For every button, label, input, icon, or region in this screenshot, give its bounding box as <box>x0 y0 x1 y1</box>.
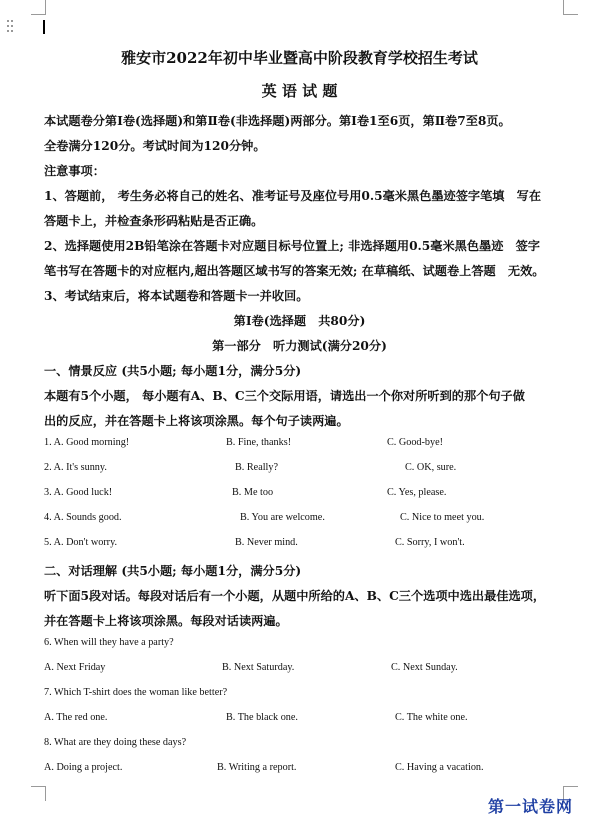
question-stem: 7. Which T-shirt does the woman like better? <box>44 687 228 698</box>
option-a: A. The red one. <box>44 712 108 723</box>
question-stem: 8. What are they doing these days? <box>44 737 187 748</box>
crop-mark-top-left <box>31 0 46 15</box>
option-c: C. The white one. <box>395 712 468 723</box>
option-b: B. Really? <box>235 462 279 473</box>
exam-subtitle: 英 语 试 题 <box>261 82 338 100</box>
note-2-line-2: 笔书写在答题卡的对应框内,超出答题区域书写的答案无效; 在草稿纸、试题卷上答题 无效。 <box>44 264 545 278</box>
note-2-line-1: 2、选择题使用2B铅笔涂在答题卡对应题目标号位置上; 非选择题用0.5毫米黑色墨迹 签字 <box>44 239 540 253</box>
intro-line-1: 本试题卷分第Ⅰ卷(选择题)和第Ⅱ卷(非选择题)两部分。第Ⅰ卷1至6页，第Ⅱ卷7至8页。 <box>44 114 511 128</box>
option-a: 3. A. Good luck! <box>44 487 113 498</box>
option-a: A. Next Friday <box>44 662 106 673</box>
option-b: B. Writing a report. <box>217 762 297 773</box>
section-a-heading: 一、情景反应 (共5小题; 每小题1分，满分5分) <box>44 364 302 378</box>
option-c: C. Having a vacation. <box>395 762 484 773</box>
part-1-heading: 第一部分 听力测试(满分20分) <box>212 339 387 353</box>
note-1-line-1: 1、答题前， 考生务必将自己的姓名、准考证号及座位号用0.5毫米黑色墨迹签字笔填 写在 <box>44 189 542 203</box>
option-a: 5. A. Don't worry. <box>44 537 118 548</box>
option-b: B. You are welcome. <box>240 512 325 523</box>
intro-line-2: 全卷满分120分。考试时间为120分钟。 <box>44 139 266 153</box>
site-watermark: 第一试卷网 <box>488 797 574 816</box>
section-b-instruction-1: 听下面5段对话。每段对话后有一个小题，从题中所给的A、B、C三个选项中选出最佳选项， <box>44 589 546 603</box>
option-a: 2. A. It's sunny. <box>44 462 107 473</box>
option-a: A. Doing a project. <box>44 762 123 773</box>
option-c: C. OK, sure. <box>405 462 457 473</box>
section-b-instruction-2: 并在答题卡上将该项涂黑。每段对话读两遍。 <box>44 614 288 628</box>
note-3: 3、考试结束后，将本试题卷和答题卡一并收回。 <box>44 289 309 303</box>
option-c: C. Sorry, I won't. <box>395 537 465 548</box>
option-b: B. The black one. <box>226 712 298 723</box>
option-c: C. Nice to meet you. <box>400 512 485 523</box>
option-b: B. Me too <box>232 487 274 498</box>
volume-1-heading: 第Ⅰ卷(选择题 共80分) <box>233 314 366 328</box>
section-b-heading: 二、对话理解 (共5小题; 每小题1分，满分5分) <box>44 564 302 578</box>
crop-mark-bottom-left <box>31 786 46 801</box>
note-1-line-2: 答题卡上，并检查条形码粘贴是否正确。 <box>44 214 264 228</box>
notes-heading: 注意事项： <box>44 164 105 178</box>
option-a: 4. A. Sounds good. <box>44 512 122 523</box>
drag-handle-icon[interactable] <box>7 20 15 34</box>
option-b: B. Fine, thanks! <box>226 437 292 448</box>
option-b: B. Never mind. <box>235 537 298 548</box>
exam-title: 雅安市2022年初中毕业暨高中阶段教育学校招生考试 <box>121 49 478 67</box>
text-cursor <box>43 20 45 34</box>
question-stem: 6. When will they have a party? <box>44 637 174 648</box>
crop-mark-top-right <box>563 0 578 15</box>
option-c: C. Yes, please. <box>387 487 447 498</box>
section-a-instruction-1: 本题有5个小题， 每小题有A、B、C三个交际用语，请选出一个你对所听到的那个句子做 <box>44 389 525 403</box>
option-c: C. Next Sunday. <box>391 662 458 673</box>
option-a: 1. A. Good morning! <box>44 437 130 448</box>
option-c: C. Good-bye! <box>387 437 444 448</box>
section-a-instruction-2: 出的反应，并在答题卡上将该项涂黑。每个句子读两遍。 <box>44 414 349 428</box>
option-b: B. Next Saturday. <box>222 662 295 673</box>
